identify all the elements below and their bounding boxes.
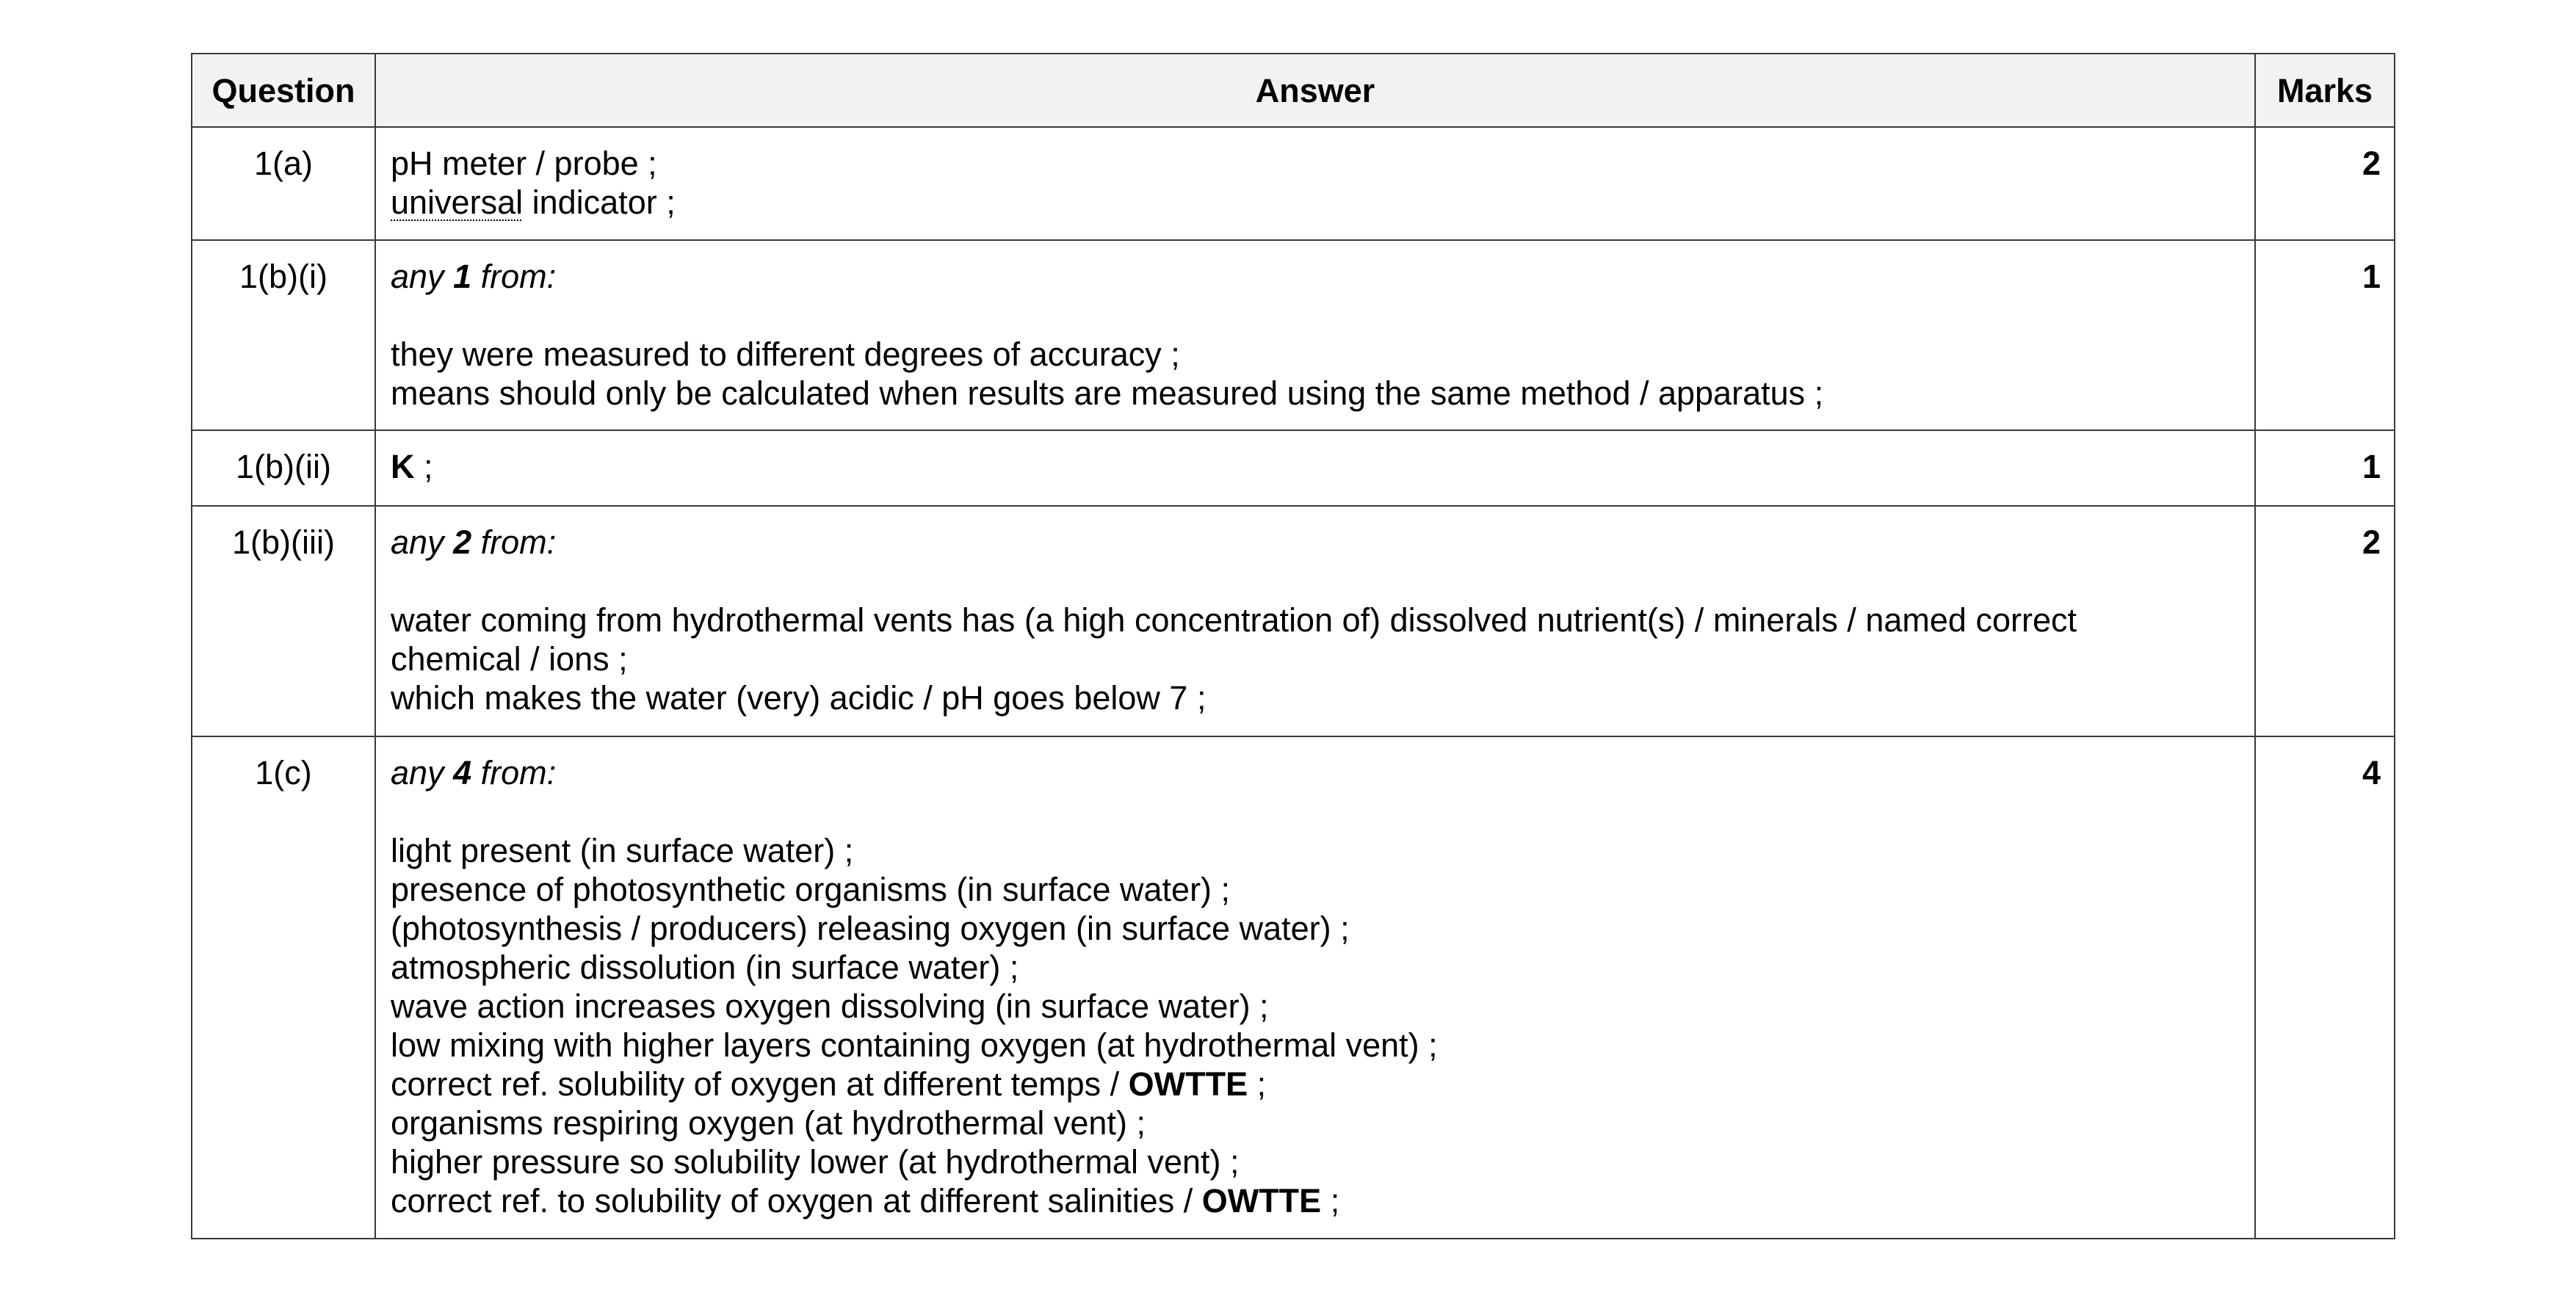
mark-scheme-table [191, 53, 2395, 1239]
question-cell: 1(b)(i) [192, 240, 375, 430]
answer-cell [375, 127, 2255, 240]
table-row [192, 127, 2395, 240]
question-cell: 1(a) [192, 127, 375, 240]
header-row [192, 54, 2395, 127]
owtte-keyword: OWTTE [1128, 1065, 1248, 1103]
marks-cell: 1 [2255, 430, 2395, 506]
table-row [192, 736, 2395, 1239]
answer-line: wave action increases oxygen dissolving (in surface water) ; [391, 988, 1269, 1025]
answer-line: low mixing with higher layers containing oxygen (at hydrothermal vent) ; [391, 1026, 1438, 1064]
any-number: 1 [453, 258, 472, 295]
any-prefix: any [391, 523, 454, 561]
table-row [192, 506, 2395, 736]
answer-line: organisms respiring oxygen (at hydrothermal vent) ; [391, 1104, 1146, 1142]
answer-line [391, 447, 2240, 486]
any-number: 2 [453, 523, 472, 561]
answer-line: means should only be calculated when results are measured using the same method / apparatus ; [391, 374, 1824, 412]
answer-line [391, 183, 2240, 222]
answer-line: they were measured to different degrees of accuracy ; [391, 336, 1180, 373]
keyword-suffix: ; [1321, 1182, 1340, 1220]
answer-cell [375, 506, 2255, 736]
question-cell: 1(c) [192, 736, 375, 1239]
answer-cell [375, 240, 2255, 430]
table-row [192, 430, 2395, 506]
answer-line: light present (in surface water) ; [391, 832, 854, 869]
answer-line: presence of photosynthetic organisms (in surface water) ; [391, 871, 1231, 908]
answer-line: chemical / ions ; [391, 640, 628, 678]
any-prefix: any [391, 258, 454, 295]
spacer [391, 562, 2240, 601]
marks-cell: 4 [2255, 736, 2395, 1239]
header-question: Question [192, 54, 375, 127]
answer-line: water coming from hydrothermal vents has (a high concentration of) dissolved nutrient(s) / minerals / named correct [391, 601, 2077, 639]
spacer [391, 296, 2240, 335]
underlined-word: universal [391, 184, 524, 221]
answer-line [391, 1065, 2240, 1104]
any-suffix: from: [471, 754, 557, 791]
marks-cell: 1 [2255, 240, 2395, 430]
spacer [391, 792, 2240, 831]
answer-bold: K [391, 448, 415, 485]
any-suffix: from: [471, 258, 557, 295]
any-prefix: any [391, 754, 454, 791]
any-suffix: from: [471, 523, 557, 561]
answer-line-text: correct ref. solubility of oxygen at different temps / [391, 1065, 1120, 1103]
header-answer: Answer [375, 54, 2255, 127]
marks-cell: 2 [2255, 127, 2395, 240]
any-from-label [391, 257, 2240, 296]
answer-line: which makes the water (very) acidic / pH goes below 7 ; [391, 679, 1206, 717]
answer-line: atmospheric dissolution (in surface water) ; [391, 949, 1019, 986]
answer-line: (photosynthesis / producers) releasing oxygen (in surface water) ; [391, 910, 1350, 947]
keyword-suffix: ; [1248, 1065, 1267, 1103]
answer-rest: ; [414, 448, 433, 485]
answer-line-text: correct ref. to solubility of oxygen at different salinities / [391, 1182, 1193, 1220]
answer-line: higher pressure so solubility lower (at hydrothermal vent) ; [391, 1143, 1240, 1181]
question-cell: 1(b)(ii) [192, 430, 375, 506]
question-cell: 1(b)(iii) [192, 506, 375, 736]
any-number: 4 [453, 754, 472, 791]
owtte-keyword: OWTTE [1201, 1182, 1322, 1220]
answer-cell [375, 430, 2255, 506]
header-marks: Marks [2255, 54, 2395, 127]
answer-line: pH meter / probe ; [391, 145, 657, 182]
table-row [192, 240, 2395, 430]
any-from-label [391, 523, 2240, 562]
answer-line-rest: indicator ; [532, 184, 676, 221]
answer-line [391, 1181, 2240, 1220]
marks-cell: 2 [2255, 506, 2395, 736]
answer-cell [375, 736, 2255, 1239]
any-from-label [391, 753, 2240, 792]
